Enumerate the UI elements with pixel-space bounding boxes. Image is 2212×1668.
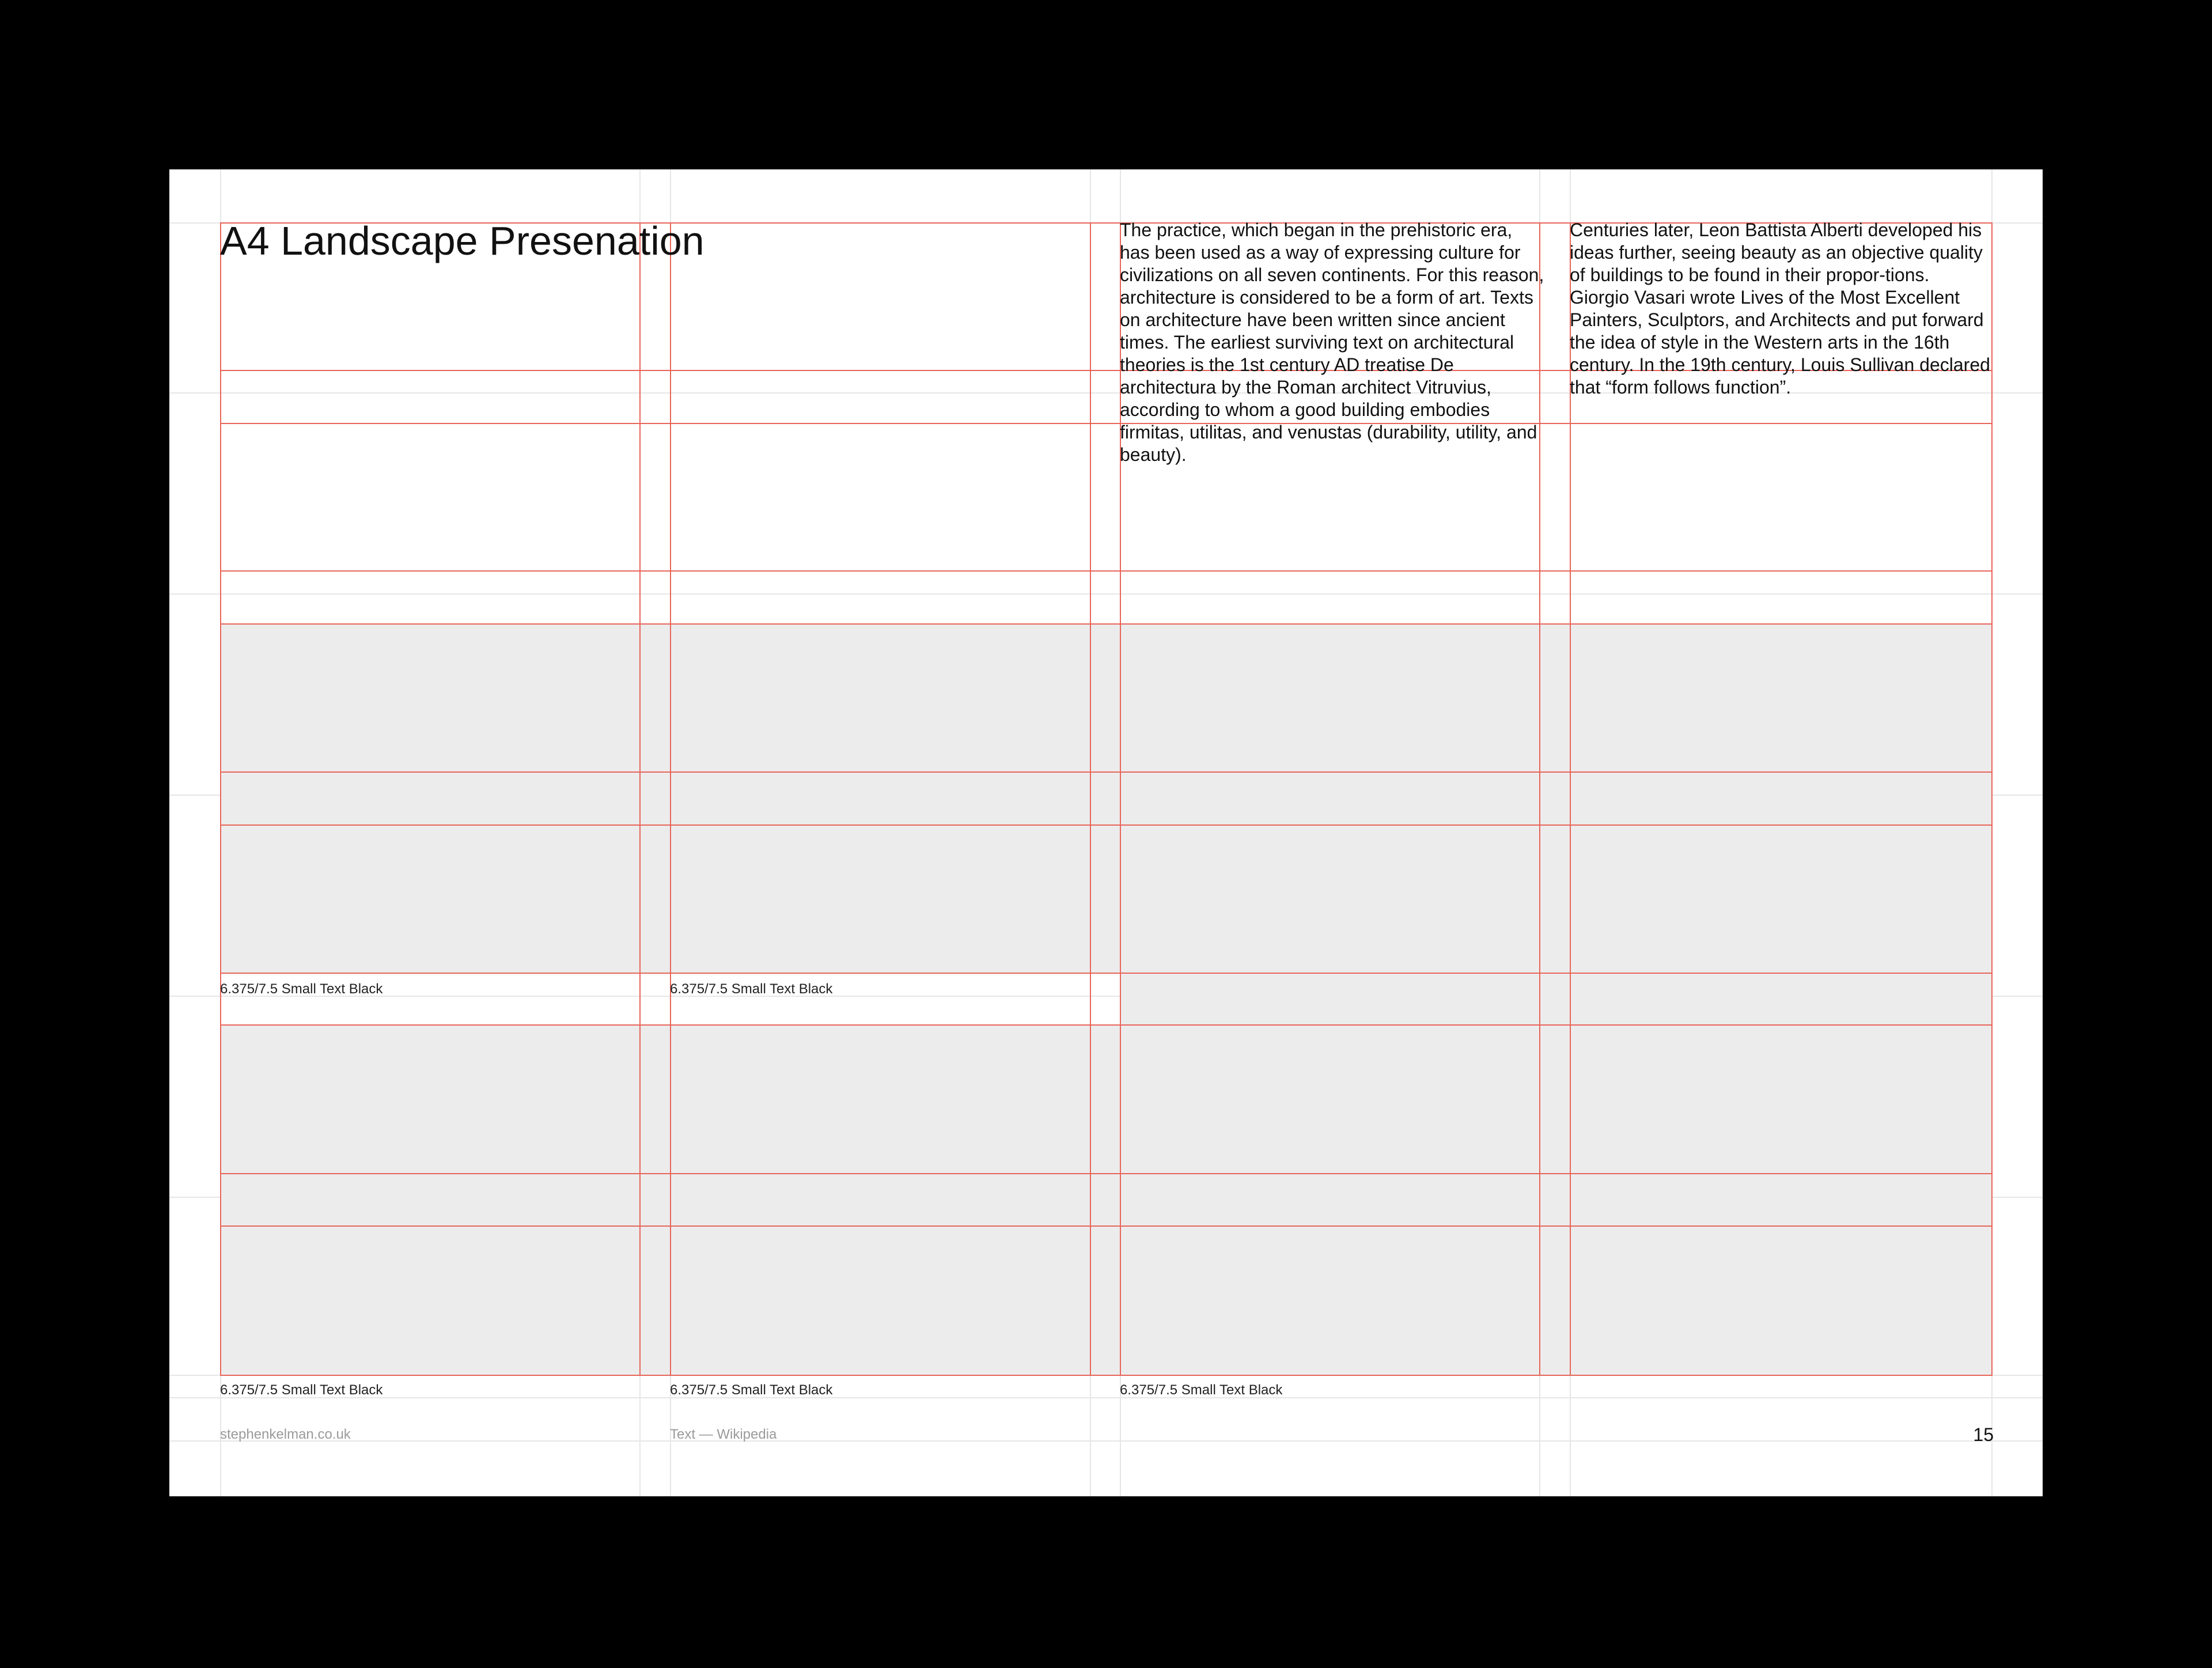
row-guide [220, 570, 1993, 572]
row-guide [220, 973, 1993, 974]
body-text-column-3: The practice, which began in the prehistoric era, has been used as a way of expressing culture for civilizations on all seven continents. For this reason, architecture is considered to be a form of art. Texts on architecture have been written since ancient times. The earliest surviving text on architectural theories is the 1st century AD treatise De architectura by the Roman architect Vitruvius, according to whom a good building embodies firmitas, utilitas, and venustas (durability, utility, and beauty). [1120, 220, 1544, 465]
small-text-label: 6.375/7.5 Small Text Black [670, 1382, 833, 1398]
faint-row-guide [169, 1440, 2043, 1442]
small-text-label: 6.375/7.5 Small Text Black [670, 981, 833, 997]
row-guide [220, 824, 1993, 826]
row-guide [220, 423, 1993, 424]
image-placeholder-block [220, 623, 1993, 973]
faint-row-guide [169, 1397, 2043, 1398]
footer-source: Text — Wikipedia [670, 1427, 777, 1442]
row-guide [220, 771, 1993, 773]
row-guide [220, 1226, 1993, 1227]
column-guide [639, 222, 641, 1375]
faint-row-guide [169, 593, 2043, 595]
document-page [169, 169, 2043, 1496]
image-placeholder-block [1120, 973, 1993, 1024]
row-guide [220, 1024, 1993, 1026]
image-placeholder-block [220, 1024, 1993, 1375]
small-text-label: 6.375/7.5 Small Text Black [220, 1382, 383, 1398]
body-text-column-4: Centuries later, Leon Battista Alberti developed his ideas further, seeing beauty as an objective quality of buildings to be found in their propor-tions. Giorgio Vasari wrote Lives of the Most Excellent Painters, Sculptors, and Architects and put forward the idea of style in the Western arts in the 16th century. In the 19th century, Louis Sullivan declared that “form follows function”. [1570, 220, 1990, 398]
footer-website: stephenkelman.co.uk [220, 1427, 351, 1442]
column-guide [670, 222, 671, 1375]
column-guide [1090, 222, 1091, 1375]
column-guide [220, 222, 221, 1375]
small-text-label: 6.375/7.5 Small Text Black [220, 981, 383, 997]
page-number: 15 [1973, 1424, 1994, 1445]
row-guide [220, 1173, 1993, 1174]
row-guide [220, 623, 1993, 625]
small-text-label: 6.375/7.5 Small Text Black [1120, 1382, 1283, 1398]
row-guide [220, 1375, 1993, 1376]
page-title: A4 Landscape Presenation [220, 218, 704, 263]
